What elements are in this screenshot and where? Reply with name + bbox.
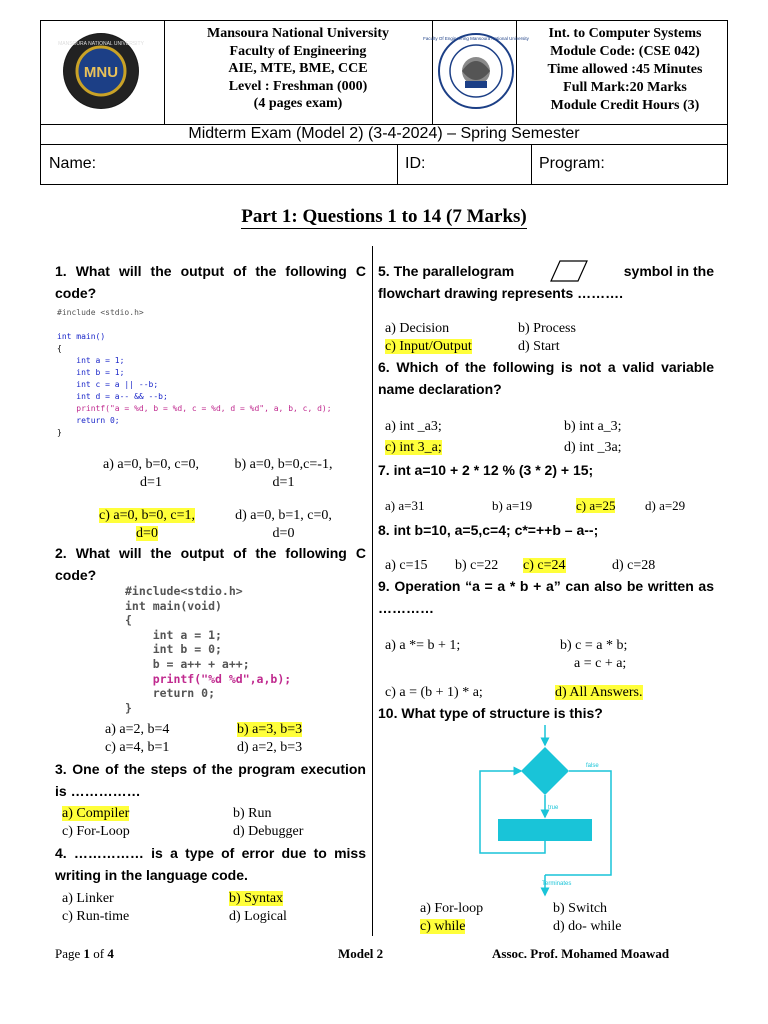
university-name: Mansoura National University [207, 26, 389, 41]
level: Level : Freshman (000) [228, 78, 368, 94]
course-name: Int. to Computer Systems [548, 26, 702, 41]
exam-header [40, 20, 728, 185]
q8-option-b: b) c=22 [455, 558, 499, 573]
q7-option-b: b) a=19 [492, 498, 533, 513]
q8-stem: 8. int b=10, a=5,c=4; c*=++b – a--; [378, 522, 599, 538]
q2-stem: 2. What will the output of the following C code? [55, 545, 366, 583]
module-code: Module Code: (CSE 042) [550, 44, 700, 59]
q1-option-a: a) a=0, b=0, c=0, d=1 [103, 457, 199, 490]
q7-stem: 7. int a=10 + 2 * 12 % (3 * 2) + 15; [378, 462, 594, 478]
page-count: (4 pages exam) [253, 96, 343, 111]
q10-option-b: b) Switch [553, 901, 608, 916]
flow-terminates-label: Terminates [542, 881, 572, 887]
model-label: Model 2 [338, 946, 384, 961]
faculty-logo [423, 31, 529, 107]
q2-option-c: c) a=4, b=1 [105, 740, 170, 755]
q9-option-d: d) All Answers. [555, 685, 643, 700]
q6-option-d: d) int _3a; [564, 440, 622, 455]
q8-option-a: a) c=15 [385, 558, 428, 573]
time-allowed: Time allowed :45 Minutes [547, 62, 703, 77]
q2-code: #include<stdio.h> int main(void) { int a = 1; int b = 0; b = a++ + a++; printf("%d %d",a,b); return 0; } [125, 584, 292, 715]
q1-option-d: d) a=0, b=1, c=0, d=0 [235, 508, 332, 541]
q4-option-b: b) Syntax [229, 891, 284, 906]
q5-option-c: c) Input/Output [385, 339, 472, 354]
q8-option-d: d) c=28 [612, 558, 656, 573]
q3-option-b: b) Run [233, 806, 272, 821]
q4-option-d: d) Logical [229, 909, 287, 924]
q1-option-c: c) a=0, b=0, c=1, d=0 [99, 508, 195, 541]
header-institution [169, 25, 427, 113]
flow-true-label: true [548, 805, 559, 811]
while-loop-flowchart [476, 723, 636, 899]
part-title: Part 1: Questions 1 to 14 (7 Marks) [241, 206, 527, 227]
faculty-logo-ring: Faculty Of Engineering Mansoura National University [423, 36, 529, 41]
q4-option-c: c) Run-time [62, 909, 130, 924]
q3-option-c: c) For-Loop [62, 824, 130, 839]
credit-hours: Module Credit Hours (3) [550, 98, 700, 113]
page-number: Page 1 of 4 [55, 946, 114, 961]
id-field-label: ID: [405, 155, 426, 172]
q5-option-b: b) Process [518, 321, 576, 336]
header-course-info [521, 25, 729, 115]
q4-option-a: a) Linker [62, 891, 114, 906]
q5-option-d: d) Start [518, 339, 560, 354]
student-info-row [41, 145, 727, 185]
q9-option-a: a) a *= b + 1; [385, 638, 461, 653]
q8-option-c: c) c=24 [523, 558, 566, 573]
header-top-row [41, 21, 727, 125]
q7-option-a: a) a=31 [385, 498, 425, 513]
q7-option-d: d) a=29 [645, 498, 686, 513]
q2-option-b: b) a=3, b=3 [237, 722, 303, 737]
q10-stem: 10. What type of structure is this? [378, 705, 603, 721]
q10-option-a: a) For-loop [420, 901, 484, 916]
author-name: Assoc. Prof. Mohamed Moawad [492, 946, 670, 961]
q9-stem: 9. Operation “a = a * b + a” can also be written as ………… [378, 578, 714, 616]
logo-ring-text: MANSOURA NATIONAL UNIVERSITY [58, 41, 144, 47]
university-logo [58, 33, 144, 109]
q6-stem: 6. Which of the following is not a valid variable name declaration? [378, 359, 714, 397]
q1-option-b: b) a=0, b=0,c=-1, d=1 [234, 457, 333, 490]
program-field-label: Program: [539, 155, 605, 172]
q3-option-d: d) Debugger [233, 824, 304, 839]
q4-stem: 4. …………… is a type of error due to miss writing in the language code. [55, 845, 366, 883]
q7-option-c: c) a=25 [576, 498, 616, 513]
faculty-name: Faculty of Engineering [229, 43, 367, 59]
q5-option-a: a) Decision [385, 321, 450, 336]
flow-false-label: false [586, 763, 599, 769]
q9-option-b: b) c = a * b; a = c + a; [560, 638, 628, 671]
programs: AIE, MTE, BME, CCE [228, 61, 368, 76]
full-mark: Full Mark:20 Marks [563, 80, 687, 95]
q9-option-c: c) a = (b + 1) * a; [385, 685, 483, 700]
q6-option-c: c) int 3_a; [385, 440, 442, 455]
q3-option-a: a) Compiler [62, 806, 130, 821]
q1-stem: 1. What will the output of the following C code? [55, 263, 366, 301]
q10-option-c: c) while [420, 919, 466, 934]
q5-stem: 5. The parallelogram symbol in the flowchart drawing represents ………. [378, 260, 714, 304]
parallelogram-icon [550, 260, 588, 282]
q3-stem: 3. One of the steps of the program execution is …………… [55, 761, 366, 799]
name-field-label: Name: [49, 155, 97, 172]
q1-code: #include <stdio.h> int main() { int a = 1; int b = 1; int c = a || --b; int d = a-- && --b; printf("a = %d, b = %d, c = %d, d = %d", a, b, c, d); return 0; } [57, 308, 332, 437]
q2-option-d: d) a=2, b=3 [237, 740, 303, 755]
q6-option-b: b) int a_3; [564, 419, 622, 434]
logo-mnu-text: MNU [83, 64, 119, 81]
flow-process-box [498, 819, 592, 841]
exam-title: Midterm Exam (Model 2) (3-4-2024) – Spring Semester [41, 124, 727, 145]
q10-option-d: d) do- while [553, 919, 622, 934]
flow-condition-diamond [521, 747, 569, 795]
q2-option-a: a) a=2, b=4 [105, 722, 170, 737]
column-divider [372, 246, 373, 936]
q6-option-a: a) int _a3; [385, 419, 442, 434]
